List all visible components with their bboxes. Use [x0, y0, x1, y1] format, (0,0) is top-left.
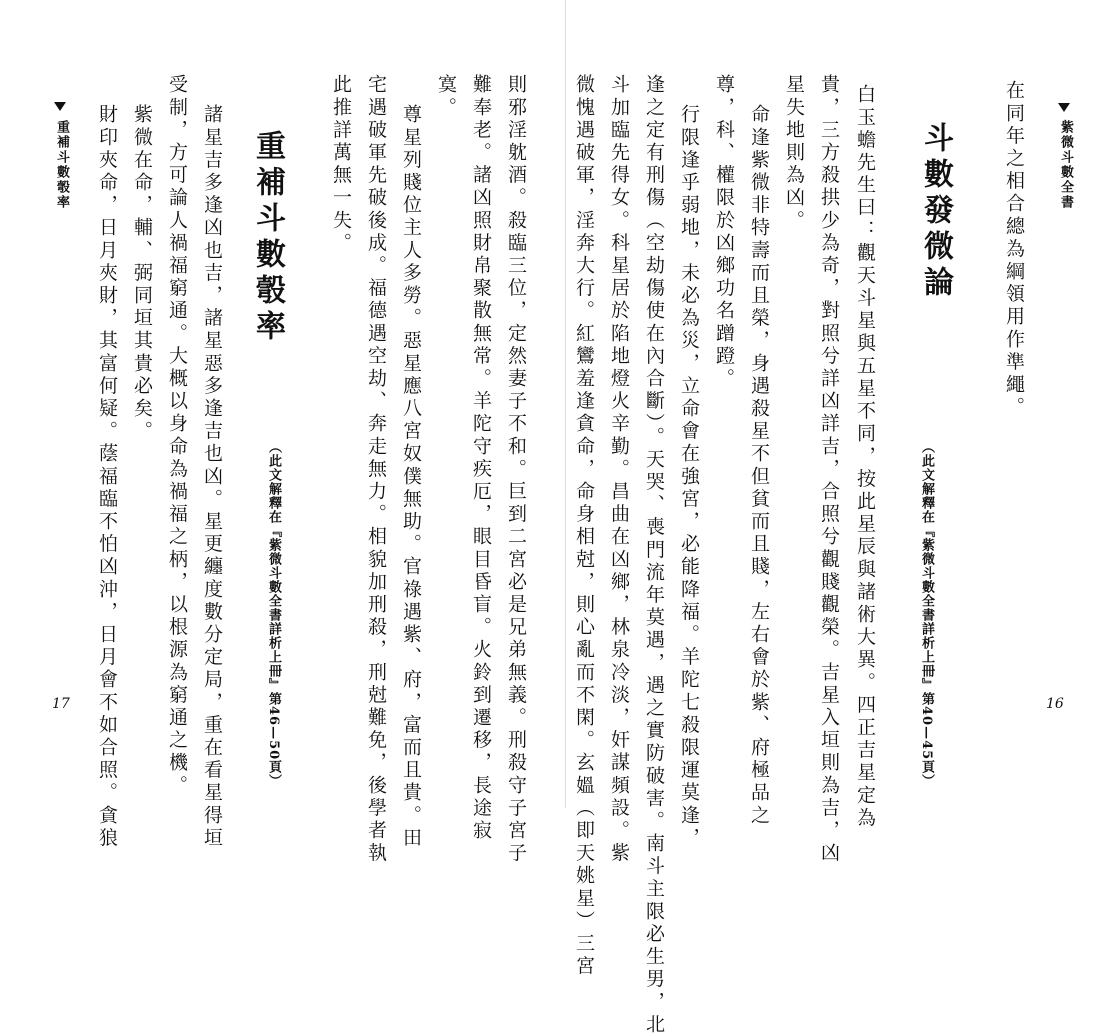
body-line: 寞。	[435, 74, 457, 120]
body-line: 尊，科、權限於凶鄉功名蹭蹬。	[713, 74, 735, 391]
body-line: 微愧遇破軍，淫奔大行。紅鸞羞逢貪命，命身相尅，則心亂而不閑。玄媼（即天姚星）三宮	[573, 74, 595, 978]
body-line: 命逢紫微非特壽而且榮，身遇殺星不但貧而且賤，左右會於紫、府極品之	[748, 104, 770, 828]
page-number: 16	[1046, 696, 1064, 712]
body-line: 財印夾命，日月夾財，其富何疑。蔭福臨不怕凶沖，日月會不如合照。貪狼	[96, 104, 118, 850]
body-line: 難奉老。諸凶照財帛聚散無常。羊陀守疾厄，眼目昏盲。火鈴到遷移，長途寂	[470, 74, 492, 843]
header-marker-icon	[1058, 103, 1070, 112]
section-title: 重補斗數彀率	[250, 130, 285, 346]
citation-note: （此文解釋在『紫微斗數全書詳析上冊』第40—45頁）	[919, 440, 934, 789]
body-line: 則邪淫躭酒。殺臨三位，定然妻子不和。巨到二宮必是兄弟無義。刑殺守子宮子	[505, 74, 527, 865]
book-spine	[565, 0, 566, 808]
body-line: 紫微在命，輔、弼同垣其貴必矣。	[131, 104, 153, 443]
body-line: 在同年之相合總為綱領用作準繩。	[1003, 80, 1025, 419]
body-line: 宅遇破軍先破後成。福德遇空劫、奔走無力。相貌加刑殺，刑尅難免，後學者執	[365, 74, 387, 865]
body-line: 尊星列賤位主人多勞。惡星應八宮奴僕無助。官祿遇紫、府，富而且貴。田	[400, 104, 422, 850]
body-line: 諸星吉多逢凶也吉，諸星惡多逢吉也凶。星更纏度數分定局，重在看星得垣	[201, 104, 223, 850]
body-line: 行限逢乎弱地，未必為災，立命會在強宮，必能降福。羊陀七殺限運莫逢，	[678, 104, 700, 850]
body-line: 此推詳萬無一失。	[330, 74, 352, 255]
body-line: 白玉蟾先生曰：觀天斗星與五星不同，按此星辰與諸術大異。四正吉星定為	[854, 84, 876, 830]
citation-note: （此文解釋在『紫微斗數全書詳析上冊』第46—50頁）	[266, 440, 281, 789]
body-line: 逢之定有刑傷（空劫傷使在內合斷）。天哭、喪門流年莫遇，遇之實防破害。南斗主限必生男，北	[643, 74, 665, 1036]
running-header: 紫微斗數全書	[1058, 120, 1073, 210]
header-marker-icon	[54, 102, 66, 111]
body-line: 受制，方可論人禍福窮通。大概以身命為禍福之柄，以根源為窮通之機。	[166, 74, 188, 798]
body-line: 貴，三方殺拱少為奇，對照兮詳凶詳吉，合照兮觀賤觀榮。吉星入垣則為吉，凶	[818, 74, 840, 865]
running-header: 重補斗數彀率	[54, 120, 69, 210]
page-number: 17	[52, 696, 70, 712]
body-line: 星失地則為凶。	[783, 74, 805, 233]
section-title: 斗數發微論	[918, 122, 953, 302]
body-line: 斗加臨先得女。科星居於陷地燈火辛勤。昌曲在凶鄉，林泉冷淡，奸謀頻設。紫	[608, 74, 630, 865]
